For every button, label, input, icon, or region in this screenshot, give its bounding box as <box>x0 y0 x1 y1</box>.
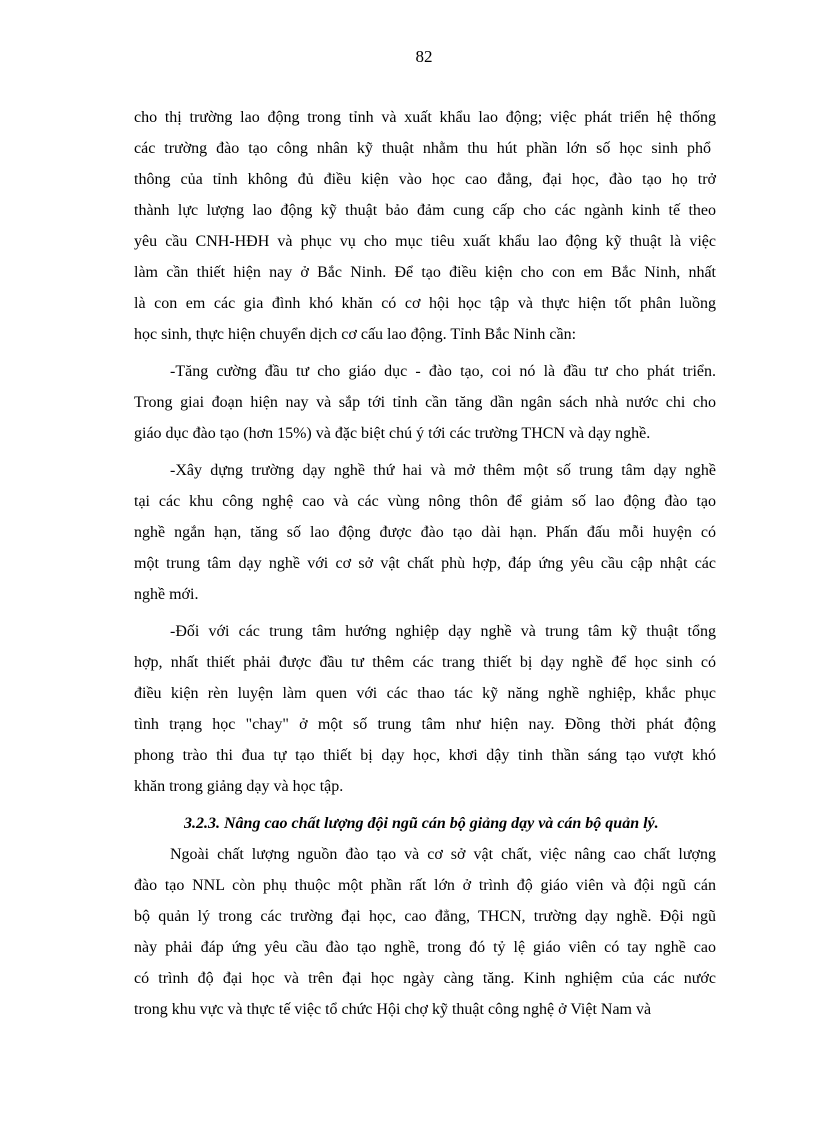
text-line: một trung tâm dạy nghề với cơ sở vật chất phù hợp, đáp ứng yêu cầu cập nhật các <box>134 555 716 572</box>
text-line: đào tạo NNL còn phụ thuộc một phần rất lớn ở trình độ giáo viên và đội ngũ cán <box>134 877 716 894</box>
text-line: làm cần thiết hiện nay ở Bắc Ninh. Để tạo điều kiện cho con em Bắc Ninh, nhất <box>134 264 716 281</box>
text-line: yêu cầu CNH-HĐH và phục vụ cho mục tiêu xuất khẩu lao động kỹ thuật là việc <box>134 233 716 250</box>
paragraph-staff-quality <box>134 839 716 1025</box>
text-line: điều kiện rèn luyện làm quen với các thao tác kỹ năng nghề nghiệp, khắc phục <box>134 685 716 702</box>
page-number: 82 <box>415 47 433 66</box>
section-heading: 3.2.3. Nâng cao chất lượng đội ngũ cán bộ giảng dạy và cán bộ quản lý. <box>184 815 659 832</box>
text-line: trong khu vực và thực tế việc tổ chức Hội chợ kỹ thuật công nghệ ở Việt Nam và <box>134 1001 652 1018</box>
paragraph-vocational-school <box>134 455 716 610</box>
text-line: Ngoài chất lượng nguồn đào tạo và cơ sở vật chất, việc nâng cao chất lượng <box>170 846 716 863</box>
text-line: bộ quản lý trong các trường đại học, cao đẳng, THCN, trường dạy nghề. Đội ngũ <box>134 908 716 925</box>
paragraph-training-centers <box>134 616 716 802</box>
text-line: tình trạng học "chay" ở một số trung tâm như hiện nay. Đồng thời phát động <box>134 716 716 733</box>
text-line: các trường đào tạo công nhân kỹ thuật nhằm thu hút phần lớn số học sinh phổ <box>134 140 712 157</box>
document-body <box>134 102 716 1025</box>
text-line: cho thị trường lao động trong tỉnh và xuất khẩu lao động; việc phát triển hệ thống <box>134 109 716 126</box>
text-line: -Đối với các trung tâm hướng nghiệp dạy nghề và trung tâm kỹ thuật tổng <box>170 623 716 640</box>
text-line: khăn trong giảng dạy và học tập. <box>134 778 344 795</box>
text-line: có trình độ đại học và trên đại học ngày càng tăng. Kinh nghiệm của các nước <box>134 970 716 987</box>
text-line: thành lực lượng lao động kỹ thuật bảo đảm cung cấp cho các ngành kinh tế theo <box>134 202 716 219</box>
text-line: hợp, nhất thiết phải được đầu tư thêm các trang thiết bị dạy nghề để học sinh có <box>134 654 716 671</box>
text-line: Trong giai đoạn hiện nay và sắp tới tỉnh cần tăng dần ngân sách nhà nước chi cho <box>134 394 716 411</box>
paragraph-continuation <box>134 102 716 350</box>
text-line: phong trào thi đua tự tạo thiết bị dạy học, khơi dậy tinh thần sáng tạo vượt khó <box>134 747 716 764</box>
text-line: -Tăng cường đầu tư cho giáo dục - đào tạo, coi nó là đầu tư cho phát triển. <box>170 363 716 380</box>
text-line: nghề ngắn hạn, tăng số lao động được đào tạo dài hạn. Phấn đấu mỗi huyện có <box>134 524 716 541</box>
text-line: này phải đáp ứng yêu cầu đào tạo nghề, trong đó tỷ lệ giáo viên có tay nghề cao <box>134 939 716 956</box>
text-line: thông của tỉnh không đủ điều kiện vào học cao đẳng, đại học, đào tạo họ trở <box>134 171 716 188</box>
text-line: tại các khu công nghệ cao và các vùng nông thôn để giảm số lao động đào tạo <box>134 493 716 510</box>
text-line: -Xây dựng trường dạy nghề thứ hai và mở thêm một số trung tâm dạy nghề <box>170 462 716 479</box>
text-line: học sinh, thực hiện chuyển dịch cơ cấu lao động. Tỉnh Bắc Ninh cần: <box>134 326 577 343</box>
text-line: nghề mới. <box>134 586 199 603</box>
paragraph-investment <box>134 356 716 449</box>
text-line: giáo dục đào tạo (hơn 15%) và đặc biệt chú ý tới các trường THCN và dạy nghề. <box>134 425 651 442</box>
text-line: là con em các gia đình khó khăn có cơ hội học tập và thực hiện tốt phân luồng <box>134 295 716 312</box>
